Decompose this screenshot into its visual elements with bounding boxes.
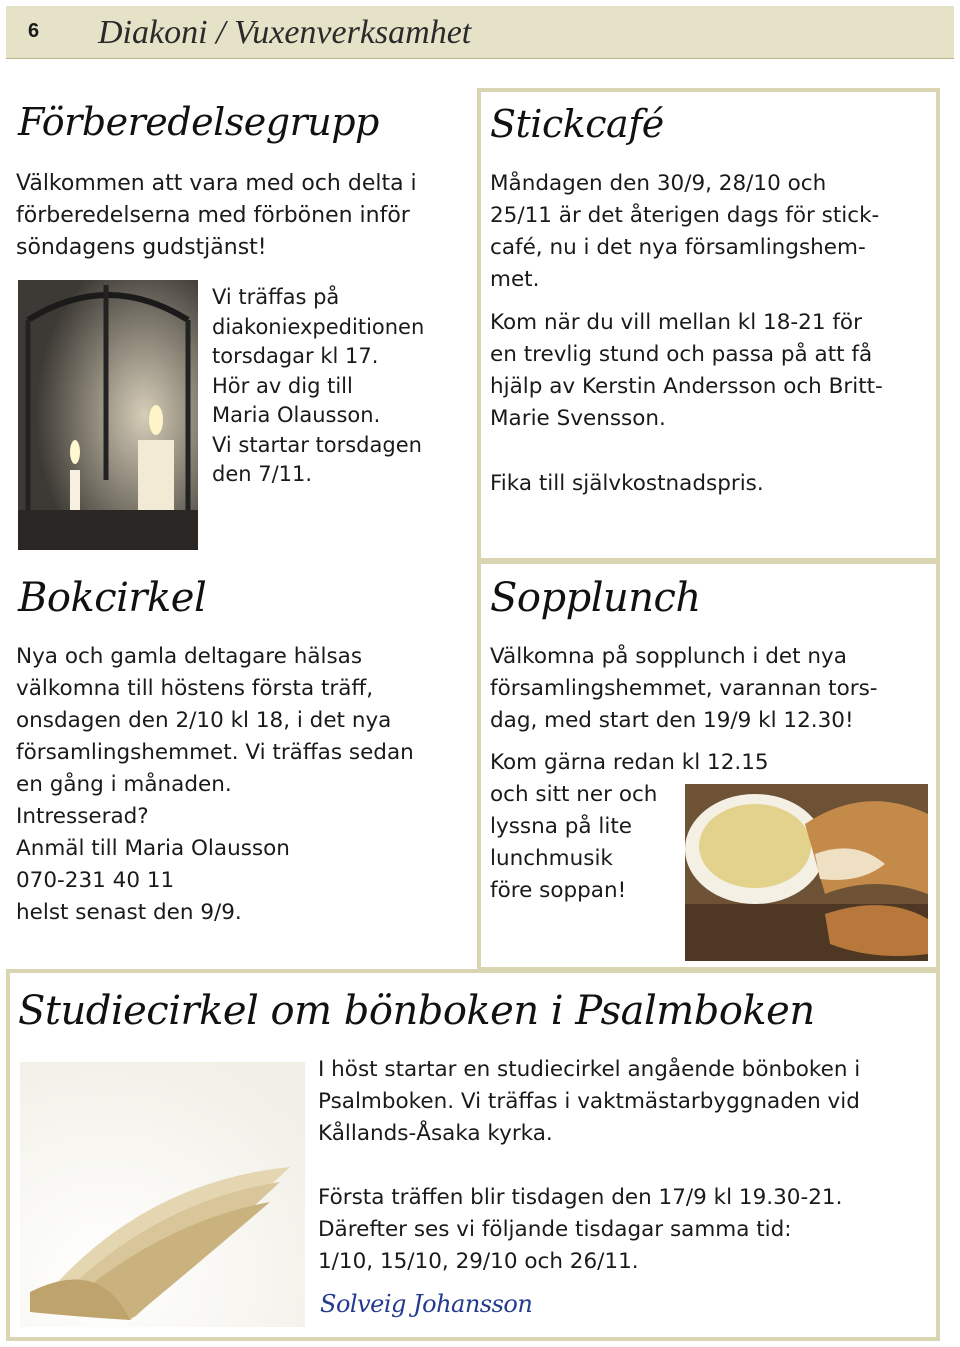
sopplunch-p1 <box>490 641 926 737</box>
text-line: 25/11 är det återigen dags för stick- <box>490 203 880 228</box>
signature: Solveig Johansson <box>320 1290 533 1318</box>
text-line: met. <box>490 267 540 292</box>
text-line: I höst startar en studiecirkel angående bönboken i <box>318 1057 861 1082</box>
text-line: Välkommen att vara med och delta i <box>16 171 417 196</box>
text-line: en gång i månaden. <box>16 772 232 797</box>
text-line: Psalmboken. Vi träffas i vaktmästarbyggnaden vid <box>318 1089 860 1114</box>
text-line: Välkomna på sopplunch i det nya <box>490 644 847 669</box>
text-line: diakoniexpeditionen <box>212 314 425 339</box>
text-line: den 7/11. <box>212 462 313 486</box>
candles-image <box>18 280 198 550</box>
text-line: Vi startar torsdagen <box>212 432 422 457</box>
text-line: torsdagar kl 17. <box>212 344 379 368</box>
studiecirkel-title: Studiecirkel om bönboken i Psalmboken <box>18 988 815 1034</box>
text-line: Marie Svensson. <box>490 406 666 431</box>
bokcirkel-title: Bokcirkel <box>18 575 207 621</box>
page-number: 6 <box>28 20 40 42</box>
text-line: Anmäl till Maria Olausson <box>16 836 290 861</box>
stickcafe-p2 <box>490 307 930 435</box>
book-image <box>20 1062 305 1327</box>
text-line: lyssna på lite <box>490 814 632 839</box>
stickcafe-fika: Fika till självkostnadspris. <box>490 471 764 496</box>
text-line: café, nu i det nya församlingshem- <box>490 235 866 260</box>
text-line: Intresserad? <box>16 804 149 829</box>
text-line: Första träffen blir tisdagen den 17/9 kl 19.30-21. <box>318 1185 843 1210</box>
text-line: lunchmusik <box>490 846 613 871</box>
text-line: Kom när du vill mellan kl 18-21 för <box>490 310 862 335</box>
section-title: Diakoni / Vuxenverksamhet <box>98 14 472 51</box>
text-line: församlingshemmet, varannan tors- <box>490 676 878 701</box>
text-line: Hör av dig till <box>212 373 353 398</box>
forberedelse-intro <box>16 168 466 264</box>
candles-photo <box>18 280 198 550</box>
text-line: Måndagen den 30/9, 28/10 och <box>490 171 827 196</box>
text-line: Kom gärna redan kl 12.15 <box>490 750 769 775</box>
text-line: välkomna till höstens första träff, <box>16 676 374 701</box>
stickcafe-p1 <box>490 168 926 296</box>
text-line: hjälp av Kerstin Andersson och Britt- <box>490 374 883 399</box>
text-line: onsdagen den 2/10 kl 18, i det nya <box>16 708 392 733</box>
forberedelse-title: Förberedelsegrupp <box>18 100 379 144</box>
bokcirkel-text <box>16 641 466 929</box>
studiecirkel-p1 <box>318 1054 928 1150</box>
soup-image <box>685 784 928 961</box>
text-line: Vi träffas på <box>212 285 340 309</box>
stickcafe-title: Stickcafé <box>490 102 664 146</box>
text-line: förberedelserna med förbönen inför <box>16 203 410 228</box>
page-header <box>6 6 954 59</box>
forberedelse-details <box>212 283 462 490</box>
sopplunch-title: Sopplunch <box>490 575 701 621</box>
text-line: och sitt ner och <box>490 782 658 807</box>
text-line: församlingshemmet. Vi träffas sedan <box>16 740 414 765</box>
text-line: Därefter ses vi följande tisdagar samma tid: <box>318 1217 792 1242</box>
text-line: Maria Olausson. <box>212 403 381 427</box>
text-line: helst senast den 9/9. <box>16 900 242 925</box>
text-line: 1/10, 15/10, 29/10 och 26/11. <box>318 1249 639 1274</box>
text-line: söndagens gudstjänst! <box>16 235 267 260</box>
studiecirkel-p2 <box>318 1182 928 1278</box>
soup-photo <box>685 784 928 961</box>
text-line: en trevlig stund och passa på att få <box>490 342 873 367</box>
text-line: dag, med start den 19/9 kl 12.30! <box>490 708 854 733</box>
text-line: Kållands-Åsaka kyrka. <box>318 1121 553 1146</box>
text-line: Nya och gamla deltagare hälsas <box>16 644 363 669</box>
text-line: 070-231 40 11 <box>16 868 175 893</box>
text-line: före soppan! <box>490 878 627 903</box>
book-photo <box>20 1062 305 1327</box>
